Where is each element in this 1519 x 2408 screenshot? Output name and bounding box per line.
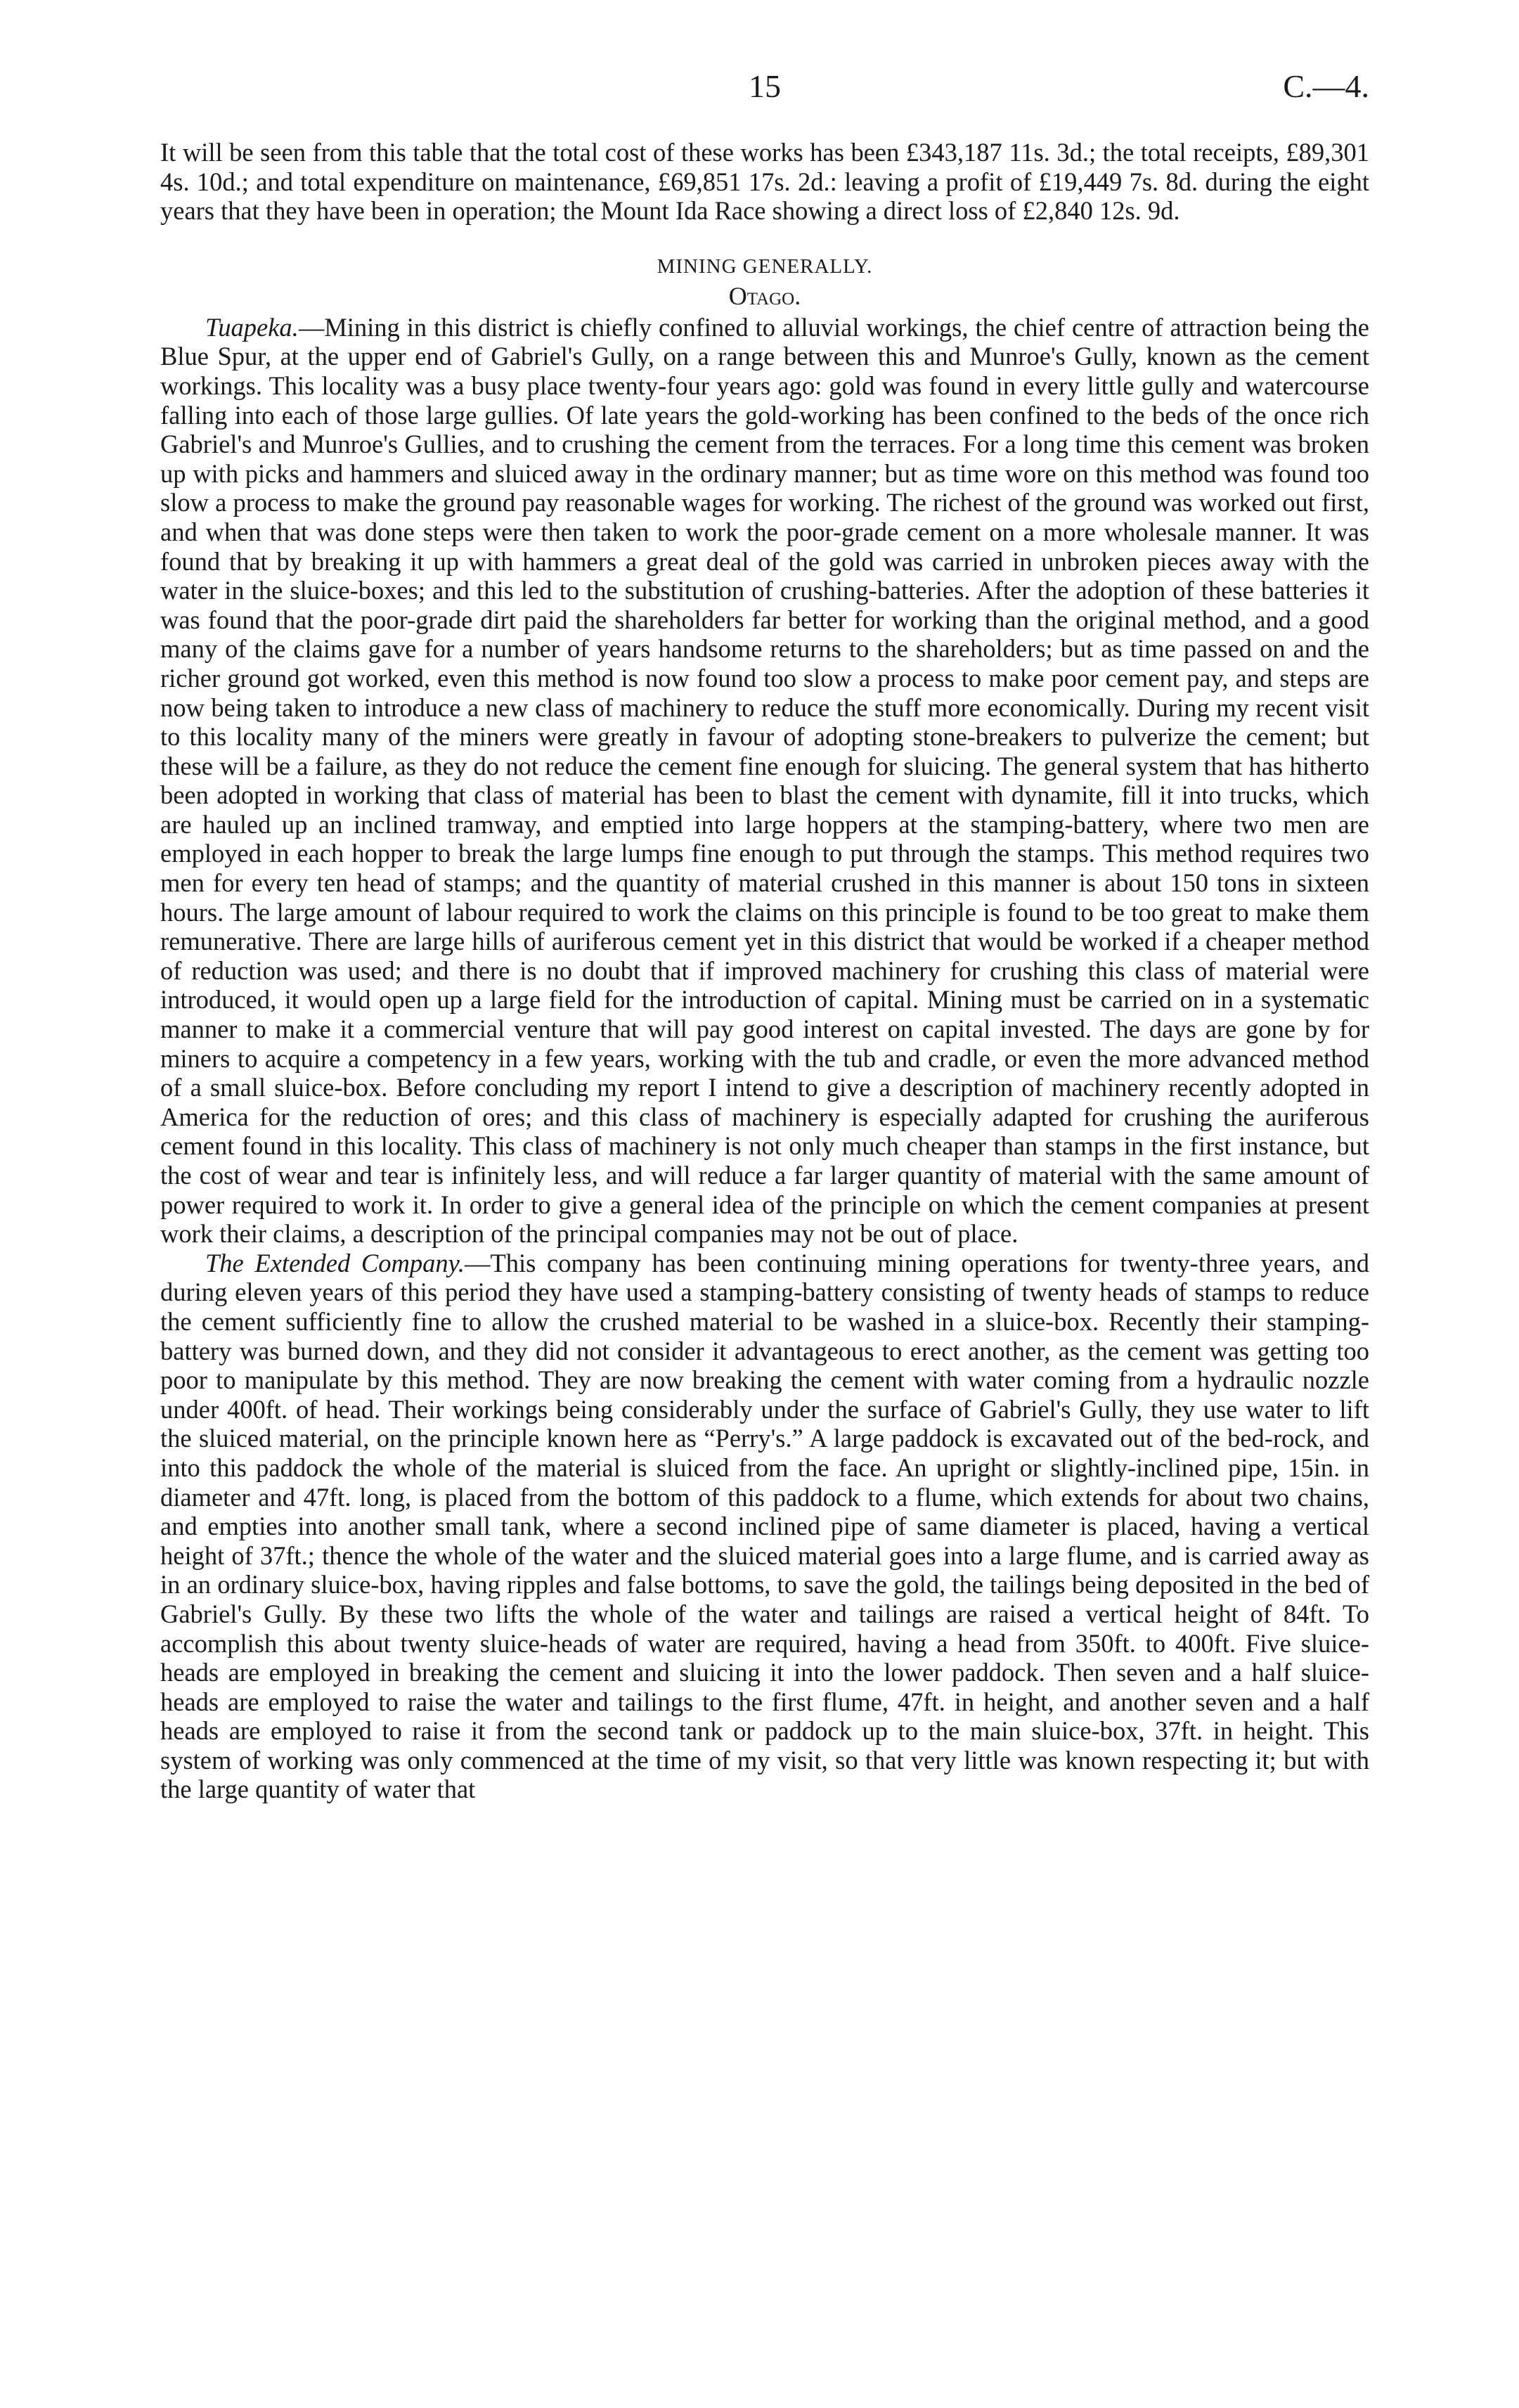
paragraph-body-extended-company: —This company has been continuing mining operations for twenty-three years, and during eleven years of this period they have used a stamping-battery consisting of twenty heads of stamps to reduce the cement sufficiently fine to allow the crushed material to be washed in a sluice-box. Recently their stamping-battery was burned down, and they did not consider it advantageous to erect another, as the cement was getting too poor to manipulate by this method. They are now breaking the cement with water coming from a hydraulic nozzle under 400ft. of head. Their workings being considerably under the surface of Gabriel's Gully, they use water to lift the sluiced material, on the principle known here as “Perry's.” A large paddock is excavated out of the bed-rock, and into this paddock the whole of the material is sluiced from the face. An upright or slightly-inclined pipe, 15in. in diameter and 47ft. long, is placed from the bottom of this paddock to a flume, which extends for about two chains, and empties into another small tank, where a second inclined pipe of same diameter is placed, having a vertical height of 37ft.; thence the whole of the water and the sluiced material goes into a large flume, and is carried away as in an ordinary sluice-box, having ripples and false bottoms, to save the gold, the tailings being deposited in the bed of Gabriel's Gully. By these two lifts the whole of the water and tailings are raised a vertical height of 84ft. To accomplish this about twenty sluice-heads of water are required, having a head from 350ft. to 400ft. Five sluice-heads are employed in breaking the cement and sluicing it into the lower paddock. Then seven and a half sluice-heads are employed to raise the water and tailings to the first flume, 47ft. in height, and another seven and a half heads are employed to raise it from the second tank or paddock up to the main sluice-box, 37ft. in height. This system of working was only commenced at the time of my visit, so that very little was known respecting it; but with the large quantity of water that: [160, 1248, 1369, 1804]
document-page: [160, 67, 1369, 1804]
page-number: 15: [749, 68, 781, 104]
section-heading: MINING GENERALLY.: [657, 255, 873, 278]
paragraph-tuapeka: [160, 313, 1369, 1249]
paragraph-lead-tuapeka: Tuapeka.: [205, 312, 299, 342]
document-code: C.—4.: [1283, 68, 1369, 104]
page-header: [160, 67, 1369, 138]
paragraph-body-tuapeka: —Mining in this district is chiefly confined to alluvial workings, the chief centre of attraction being the Blue Spur, at the upper end of Gabriel's Gully, on a range between this and Munroe's Gully, known as the cement workings. This locality was a busy place twenty-four years ago: gold was found in every little gully and watercourse falling into each of those large gullies. Of late years the gold-working has been confined to the beds of the once rich Gabriel's and Munroe's Gullies, and to crushing the cement from the terraces. For a long time this cement was broken up with picks and hammers and sluiced away in the ordinary manner; but as time wore on this method was found too slow a process to make the ground pay reasonable wages for working. The richest of the ground was worked out first, and when that was done steps were then taken to work the poor-grade cement on a more wholesale manner. It was found that by breaking it up with hammers a great deal of the gold was carried in unbroken pieces away with the water in the sluice-boxes; and this led to the substitution of crushing-batteries. After the adoption of these batteries it was found that the poor-grade dirt paid the shareholders far better for working than the original method, and a good many of the claims gave for a number of years handsome returns to the shareholders; but as time passed on and the richer ground got worked, even this method is now found too slow a process to make poor cement pay, and steps are now being taken to introduce a new class of machinery to reduce the stuff more economically. During my recent visit to this locality many of the miners were greatly in favour of adopting stone-breakers to pulverize the cement; but these will be a failure, as they do not reduce the cement fine enough for sluicing. The general system that has hitherto been adopted in working that class of material has been to blast the cement with dynamite, fill it into trucks, which are hauled up an inclined tramway, and emptied into large hoppers at the stamping-battery, where two men are employed in each hopper to break the large lumps fine enough to put through the stamps. This method requires two men for every ten head of stamps; and the quantity of material crushed in this manner is about 150 tons in sixteen hours. The large amount of labour required to work the claims on this principle is found to be too great to make them remunerative. There are large hills of auriferous cement yet in this district that would be worked if a cheaper method of reduction was used; and there is no doubt that if improved machinery for crushing this class of material were introduced, it would open up a large field for the introduction of capital. Mining must be carried on in a systematic manner to make it a commercial venture that will pay good interest on capital invested. The days are gone by for miners to acquire a competency in a few years, working with the tub and cradle, or even the more advanced method of a small sluice-box. Before concluding my report I intend to give a description of machinery recently adopted in America for the reduction of ores; and this class of machinery is especially adapted for crushing the auriferous cement found in this locality. This class of machinery is not only much cheaper than stamps in the first instance, but the cost of wear and tear is infinitely less, and will reduce a far larger quantity of material with the same amount of power required to work it. In order to give a general idea of the principle on which the cement companies at present work their claims, a description of the principal companies may not be out of place.: [160, 312, 1369, 1249]
paragraph-lead-extended-company: The Extended Company.: [205, 1248, 465, 1277]
section-subheading: Otago.: [728, 281, 801, 310]
intro-paragraph: It will be seen from this table that the total cost of these works has been £343,187 11s. 3d.; the total receipts, £89,301 4s. 10d.; and total expenditure on maintenance, £69,851 17s. 2d.: leaving a profit of £19,449 7s. 8d. during the eight years that they have been in operation; the Mount Ida Race showing a direct loss of £2,840 12s. 9d.: [160, 138, 1369, 226]
paragraph-extended-company: [160, 1249, 1369, 1804]
